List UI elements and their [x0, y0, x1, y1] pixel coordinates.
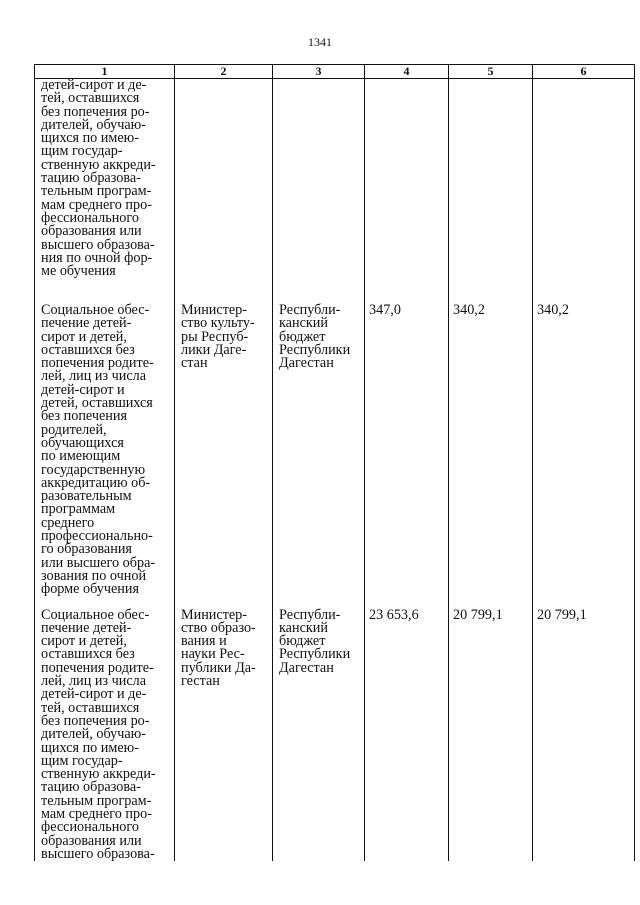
row-executor-cell: Министер- ство образо- вания и науки Рес- публики Да- гестан — [175, 597, 273, 862]
row-value-cell — [533, 79, 635, 293]
page-number: 1341 — [308, 35, 332, 49]
row-name-cell: Социальное обес- печение детей- сирот и детей, оставшихся без попечения родите- лей, лиц из числа детей-сирот и де- тей, оставшихся без попечения ро- дителей, обучаю- щихся по имею- щим государ- ственную аккреди- тацию образова- тельным програм- мам среднего про- фессионального образования или высшего образова- — [35, 597, 175, 862]
row-executor-cell — [175, 79, 273, 293]
column-header-2: 2 — [175, 65, 273, 79]
row-source-cell: Республи- канский бюджет Республики Дагестан — [273, 597, 365, 862]
column-header-3: 3 — [273, 65, 365, 79]
row-value-cell: 20 799,1 — [533, 597, 635, 862]
row-source-cell: Республи- канский бюджет Республики Дагестан — [273, 292, 365, 597]
row-value-cell: 20 799,1 — [449, 597, 533, 862]
column-header-6: 6 — [533, 65, 635, 79]
row-value-cell: 347,0 — [365, 292, 449, 597]
row-executor-cell: Министер- ство культу- ры Респуб- лики Даге- стан — [175, 292, 273, 597]
table-row — [35, 597, 635, 862]
table-row — [35, 79, 635, 293]
row-value-cell: 340,2 — [533, 292, 635, 597]
column-header-5: 5 — [449, 65, 533, 79]
column-header-4: 4 — [365, 65, 449, 79]
row-value-cell: 340,2 — [449, 292, 533, 597]
row-source-cell — [273, 79, 365, 293]
row-value-cell — [365, 79, 449, 293]
row-value-cell: 23 653,6 — [365, 597, 449, 862]
row-value-cell — [449, 79, 533, 293]
column-header-1: 1 — [35, 65, 175, 79]
row-name-cell: Социальное обес- печение детей- сирот и детей, оставшихся без попечения родите- лей, лиц из числа детей-сирот и детей, оставшихся без попечения родителей, обучающихся по имеющим государственную аккредитацию об- разовательным программам среднего профессионально- го образования или высшего обра- зования по очной форме обучения — [35, 292, 175, 597]
row-name-cell: детей-сирот и де- тей, оставшихся без попечения ро- дителей, обучаю- щихся по имею- щим государ- ственную аккреди- тацию образова- тельным програм- мам среднего про- фессионального образования или высшего образова- ния по очной фор- ме обучения — [35, 79, 175, 293]
budget-table — [34, 64, 635, 861]
table-row — [35, 292, 635, 597]
